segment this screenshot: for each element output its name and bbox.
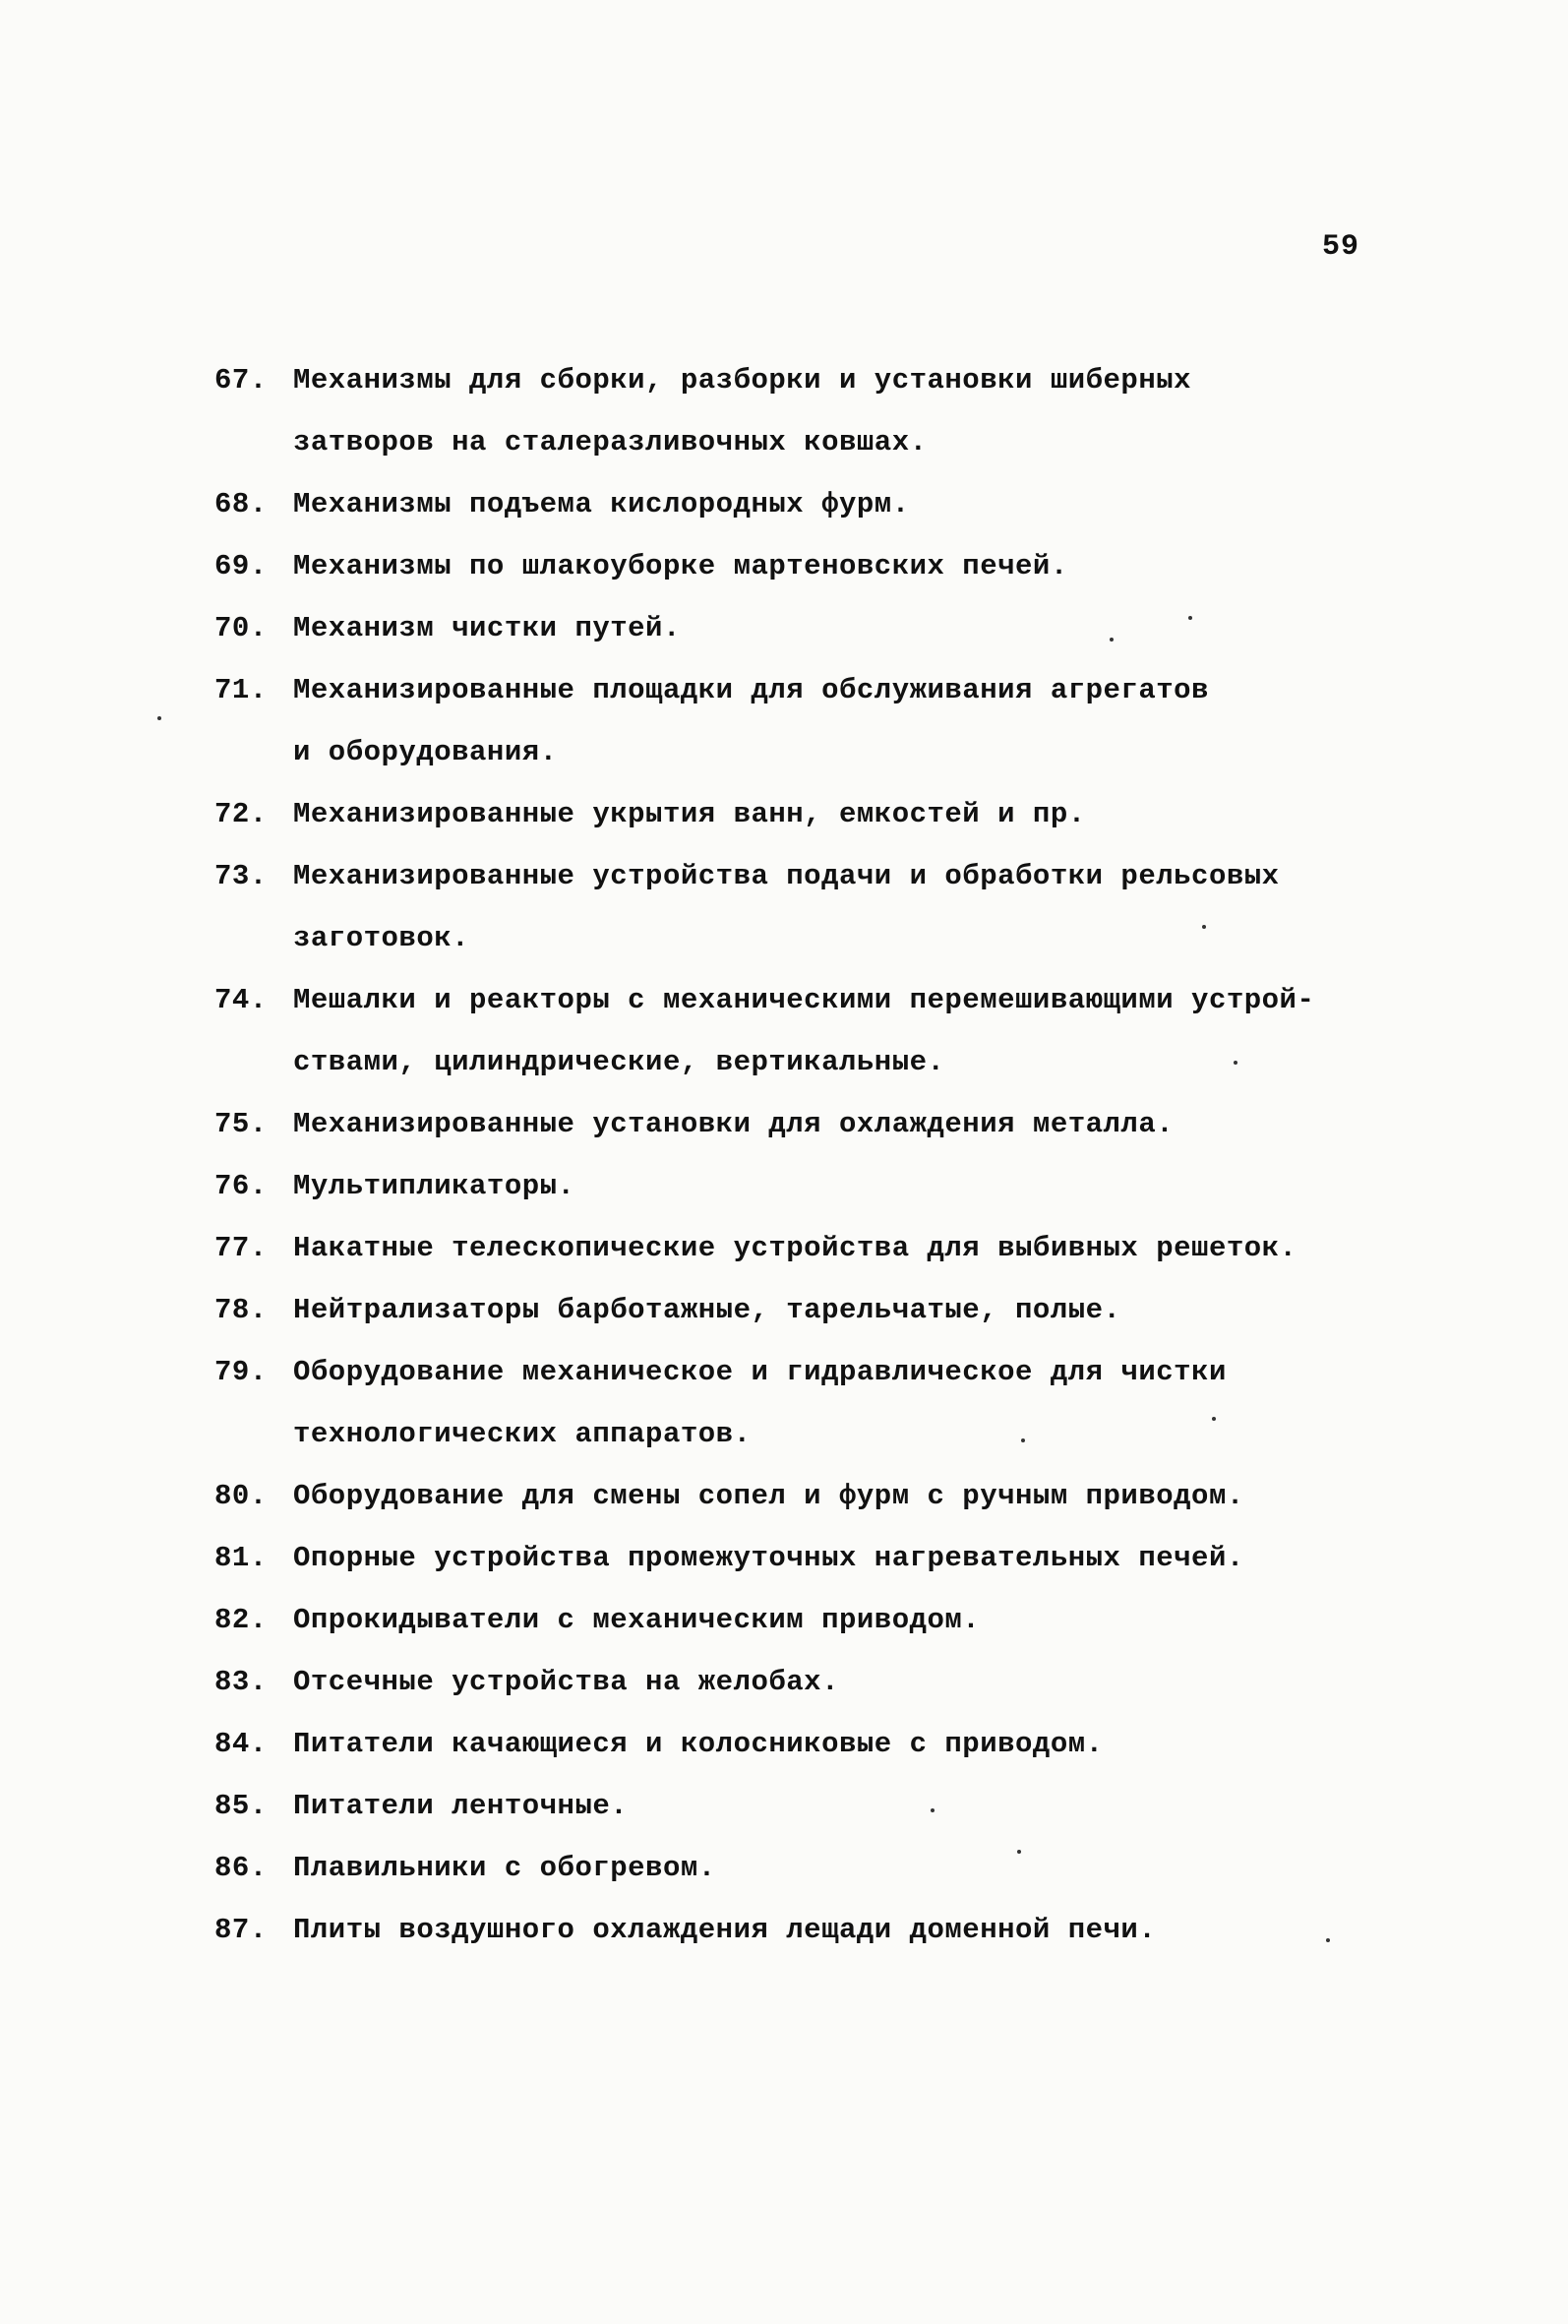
item-text-line: Оборудование для смены сопел и фурм с ручным приводом. [293, 1480, 1244, 1512]
item-number: 87. [214, 1914, 268, 1946]
item-text [293, 1775, 1483, 1837]
item-text-line: Механизированные укрытия ванн, емкостей и пр. [293, 798, 1086, 830]
item-text [293, 1651, 1483, 1713]
item-text-line: и оборудования. [293, 736, 558, 768]
item-text [293, 783, 1483, 845]
item-text [293, 845, 1483, 969]
item-text [293, 1279, 1483, 1341]
item-text-line: технологических аппаратов. [293, 1418, 752, 1450]
item-text [293, 1589, 1483, 1651]
item-text-line: Мешалки и реакторы с механическими перемешивающими устрой- [293, 984, 1315, 1016]
list-item [214, 349, 1483, 473]
item-number: 77. [214, 1232, 268, 1264]
item-text-line: Отсечные устройства на желобах. [293, 1666, 839, 1698]
item-text [293, 659, 1483, 783]
item-text-line: затворов на сталеразливочных ковшах. [293, 426, 928, 459]
scan-speck [1188, 616, 1192, 620]
item-text [293, 1217, 1483, 1279]
item-text-line: Питатели качающиеся и колосниковые с приводом. [293, 1728, 1104, 1760]
item-number: 73. [214, 860, 268, 892]
list-item [214, 1713, 1483, 1775]
item-text-line: Опорные устройства промежуточных нагревательных печей. [293, 1542, 1244, 1574]
item-number: 79. [214, 1356, 268, 1388]
item-number: 85. [214, 1790, 268, 1822]
item-text [293, 1527, 1483, 1589]
list-item [214, 1217, 1483, 1279]
scan-speck [157, 716, 161, 720]
item-text-line: ствами, цилиндрические, вертикальные. [293, 1046, 945, 1078]
item-text [293, 1093, 1483, 1155]
list-item [214, 1093, 1483, 1155]
scan-speck [1202, 925, 1206, 929]
scan-speck [1212, 1417, 1216, 1421]
item-text-line: заготовок. [293, 922, 470, 954]
list-item [214, 1465, 1483, 1527]
item-text-line: Механизированные устройства подачи и обработки рельсовых [293, 860, 1280, 892]
scan-speck [1234, 1061, 1237, 1065]
item-number: 67. [214, 364, 268, 397]
item-number: 75. [214, 1108, 268, 1140]
item-text [293, 1713, 1483, 1775]
item-text-line: Механизированные площадки для обслуживания агрегатов [293, 674, 1209, 706]
item-text [293, 473, 1483, 535]
item-number: 86. [214, 1852, 268, 1884]
list-item [214, 1341, 1483, 1465]
list-item [214, 659, 1483, 783]
item-text-line: Механизм чистки путей. [293, 612, 681, 644]
item-text-line: Механизмы подъема кислородных фурм. [293, 488, 910, 520]
list-item [214, 1775, 1483, 1837]
item-text [293, 1899, 1483, 1961]
item-text [293, 1155, 1483, 1217]
item-text-line: Оборудование механическое и гидравлическое для чистки [293, 1356, 1227, 1388]
item-number: 74. [214, 984, 268, 1016]
item-text-line: Механизированные установки для охлаждения металла. [293, 1108, 1175, 1140]
list-item [214, 597, 1483, 659]
item-text [293, 535, 1483, 597]
item-number: 84. [214, 1728, 268, 1760]
equipment-list [214, 349, 1483, 1961]
list-item [214, 1899, 1483, 1961]
item-number: 69. [214, 550, 268, 582]
item-text [293, 969, 1483, 1093]
item-text [293, 1837, 1483, 1899]
item-number: 72. [214, 798, 268, 830]
item-text-line: Питатели ленточные. [293, 1790, 629, 1822]
item-text-line: Опрокидыватели с механическим приводом. [293, 1604, 981, 1636]
page-number: 59 [1322, 230, 1360, 264]
item-text-line: Накатные телескопические устройства для выбивных решеток. [293, 1232, 1297, 1264]
scan-speck [1326, 1938, 1330, 1942]
item-number: 81. [214, 1542, 268, 1574]
item-text-line: Нейтрализаторы барботажные, тарельчатые, полые. [293, 1294, 1121, 1326]
item-number: 76. [214, 1170, 268, 1202]
item-text-line: Механизмы для сборки, разборки и установки шиберных [293, 364, 1192, 397]
item-text [293, 1465, 1483, 1527]
list-item [214, 1155, 1483, 1217]
list-item [214, 1837, 1483, 1899]
list-item [214, 1589, 1483, 1651]
item-text [293, 1341, 1483, 1465]
scan-speck [931, 1808, 935, 1812]
item-number: 82. [214, 1604, 268, 1636]
list-item [214, 535, 1483, 597]
list-item [214, 1651, 1483, 1713]
list-item [214, 845, 1483, 969]
scan-speck [1017, 1850, 1021, 1854]
item-number: 78. [214, 1294, 268, 1326]
item-number: 70. [214, 612, 268, 644]
item-text-line: Мультипликаторы. [293, 1170, 575, 1202]
scan-speck [1021, 1438, 1025, 1442]
item-number: 83. [214, 1666, 268, 1698]
list-item [214, 969, 1483, 1093]
list-item [214, 1527, 1483, 1589]
item-number: 80. [214, 1480, 268, 1512]
item-text [293, 597, 1483, 659]
list-item [214, 1279, 1483, 1341]
item-text [293, 349, 1483, 473]
scan-speck [1110, 638, 1114, 642]
item-number: 71. [214, 674, 268, 706]
item-number: 68. [214, 488, 268, 520]
list-item [214, 783, 1483, 845]
item-text-line: Плавильники с обогревом. [293, 1852, 716, 1884]
item-text-line: Механизмы по шлакоуборке мартеновских печей. [293, 550, 1068, 582]
list-item [214, 473, 1483, 535]
item-text-line: Плиты воздушного охлаждения лещади доменной печи. [293, 1914, 1157, 1946]
